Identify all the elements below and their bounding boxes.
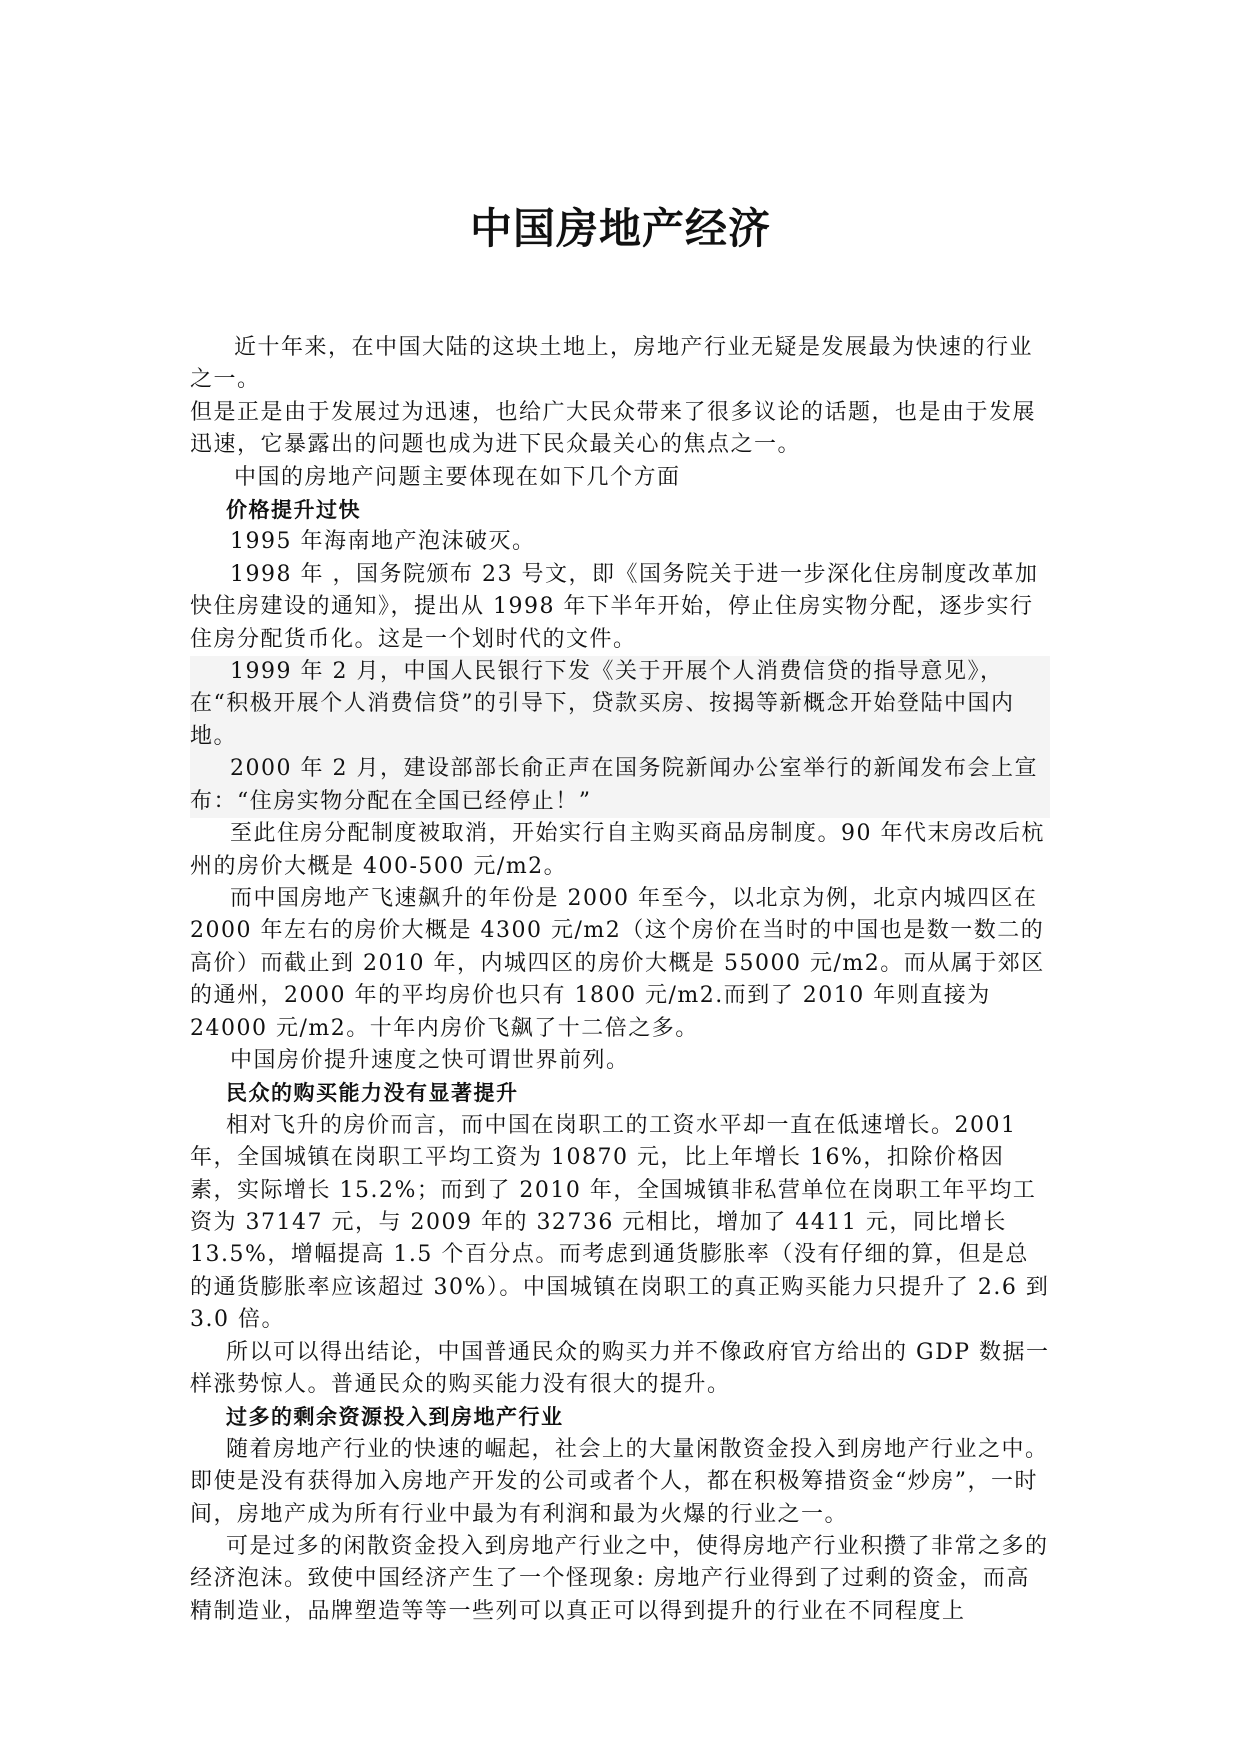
- section-heading: 民众的购买能力没有显著提升: [226, 1081, 519, 1106]
- paragraph: 1999 年 2 月，中国人民银行下发《关于开展个人消费信贷的指导意见》，在“积极开展个人消费信贷”的引导下，贷款买房、按揭等新概念开始登陆中国内地。: [190, 656, 1050, 753]
- paragraph: 所以可以得出结论，中国普通民众的购买力并不像政府官方给出的 GDP 数据一样涨势惊人。普通民众的购买能力没有很大的提升。: [190, 1339, 1050, 1397]
- paragraph: 可是过多的闲散资金投入到房地产行业之中，使得房地产行业积攒了非常之多的经济泡沫。致使中国经济产生了一个怪现象: 房地产行业得到了过剩的资金，而高精制造业，品牌塑造等等一些列可以真正可以得到提升的行业在不同程度上: [190, 1534, 1049, 1624]
- paragraph: 1998 年 ，国务院颁布 23 号文，即《国务院关于进一步深化住房制度改革加快住房建设的通知》，提出从 1998 年下半年开始，停止住房实物分配，逐步实行住房分配货币化。这是一个划时代的文件。: [190, 561, 1039, 652]
- document-title: 中国房地产经济: [469, 204, 771, 253]
- document-body: [190, 332, 1050, 1628]
- paragraph: 但是正是由于发展过为迅速，也给广大民众带来了很多议论的话题，也是由于发展迅速，它暴露出的问题也成为进下民众最关心的焦点之一。: [190, 399, 1037, 458]
- section-heading: 过多的剩余资源投入到房地产行业: [226, 1405, 564, 1430]
- paragraph: 1995 年海南地产泡沫破灭。: [230, 529, 536, 555]
- section-heading: 价格提升过快: [226, 498, 361, 523]
- paragraph: 随着房地产行业的快速的崛起，社会上的大量闲散资金投入到房地产行业之中。即使是没有获得加入房地产开发的公司或者个人，都在积极筹措资金“炒房”，一时间，房地产成为所有行业中最为有利润和最为火爆的行业之一。: [190, 1436, 1049, 1527]
- paragraph: 中国房价提升速度之快可谓世界前列。: [230, 1047, 630, 1073]
- paragraph: 至此住房分配制度被取消，开始实行自主购买商品房制度。90 年代末房改后杭州的房价大概是 400-500 元/m2。: [190, 821, 1045, 879]
- paragraph: 中国的房地产问题主要体现在如下几个方面: [234, 464, 681, 490]
- paragraph: 相对飞升的房价而言，而中国在岗职工的工资水平却一直在低速增长。2001 年，全国城镇在岗职工平均工资为 10870 元，比上年增长 16%，扣除价格因素，实际增长 15.2%；而到了 2010 年，全国城镇非私营单位在岗职工年平均工资为 37147 元，与 2009 年的 32736 元相比，增加了 4411 元，同比增长 13.5%，增幅提高 1.5 个百分点。而考虑到通货膨胀率（没有仔细的算，但是总的通货膨胀率应该超过 30%）。中国城镇在岗职工的真正购买能力只提升了 2.6 到 3.0 倍。: [190, 1112, 1050, 1333]
- paragraph: 而中国房地产飞速飙升的年份是 2000 年至今，以北京为例，北京内城四区在 2000 年左右的房价大概是 4300 元/m2（这个房价在当时的中国也是数一数二的高价）而截止到 2010 年，内城四区的房价大概是 55000 元/m2。而从属于郊区的通州，2000 年的平均房价也只有 1800 元/m2.而到了 2010 年则直接为 24000 元/m2。十年内房价飞飙了十二倍之多。: [190, 885, 1045, 1041]
- paragraph: 2000 年 2 月，建设部部长俞正声在国务院新闻办公室举行的新闻发布会上宣布：“住房实物分配在全国已经停止！”: [190, 753, 1050, 818]
- paragraph: 近十年来，在中国大陆的这块土地上，房地产行业无疑是发展最为快速的行业之一。: [190, 335, 1034, 393]
